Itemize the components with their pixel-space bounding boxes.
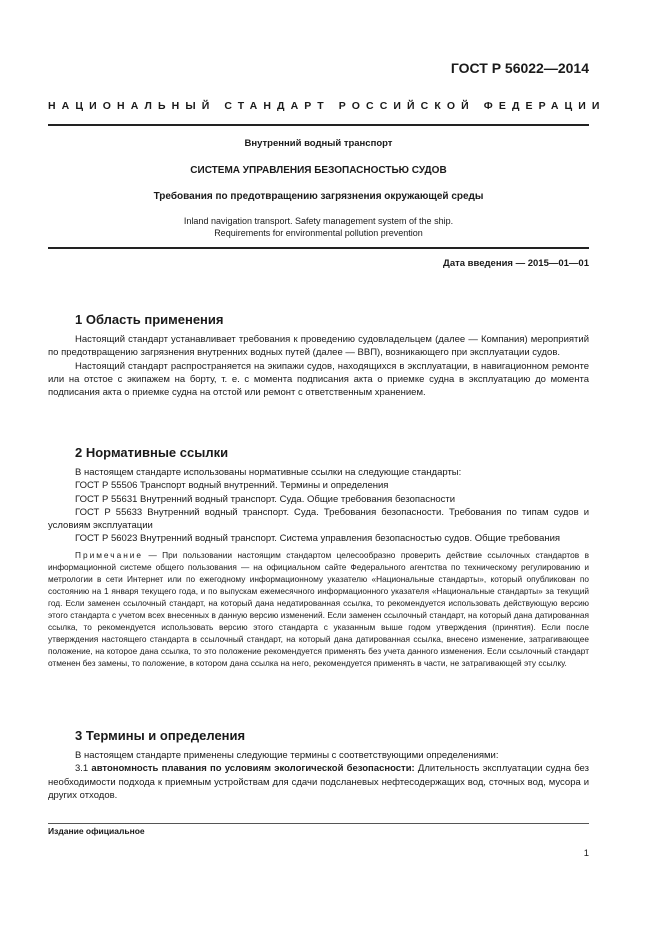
section-heading: 2 Нормативные ссылки [75, 445, 229, 460]
note-text: — При пользовании настоящим стандартом целесообразно проверить действие ссылочных стандартов в информационной системе общего пользования — на официальном сайте Федерального агентства по техническому регулированию и метрологии в сети Интернет или по ежегодному информационному указателю «Национальные стандарты», который опубликован по состоянию на 1 января текущего года, и по выпускам ежемесячного информационного указателя «Национальные стандарты» за текущий год. Если заменен ссылочный стандарт, на который дана недатированная ссылка, то рекомендуется использовать действующую версию этого стандарта с учетом всех внесенных в данную версию изменений. Если заменен ссылочный стандарт, на который дана датированная ссылка, то рекомендуется использовать версию этого стандарта с указанным выше годом утверждения (принятия). Если после утверждения настоящего стандарта в ссылочный стандарт, на который дана датированная ссылка, внесено изменение, затрагивающее положение, на которое дана ссылка, то это положение рекомендуется применять без учета данного изменения. Если ссылочный стандарт отменен без замены, то положение, в котором дана ссылка на него, рекомендуется применять в части, не затрагивающей эту ссылку. [48, 549, 589, 668]
edition-label: Издание официальное [48, 826, 145, 836]
note-label: Примечание [75, 549, 144, 560]
section-normative-references [48, 445, 589, 669]
top-divider [48, 124, 589, 126]
section-terms [48, 728, 589, 802]
footer-divider [48, 823, 589, 824]
reference-item: ГОСТ Р 56023 Внутренний водный транспорт. Система управления безопасностью судов. Общие требования [75, 533, 561, 545]
paragraph: Настоящий стандарт устанавливает требования к проведению судовладельцем (далее — Компания) мероприятий по предотвращению загрязнения внутренних водных путей (далее — ВВП), возникающего при эксплуатации судов. [48, 334, 589, 359]
term-name: автономность плавания по условиям экологической безопасности: [91, 763, 415, 775]
note-block [48, 549, 589, 669]
paragraph: В настоящем стандарте применены следующие термины с соответствующими определениями: [75, 750, 499, 761]
english-title [48, 215, 589, 239]
section-heading: 3 Термины и определения [75, 728, 246, 743]
standard-subtitle: Требования по предотвращению загрязнения окружающей среды [153, 191, 484, 202]
paragraph: Настоящий стандарт распространяется на экипажи судов, находящихся в эксплуатации, в навигационном ремонте или на отстое с экипажем на борту, т. е. с момента подписания акта о приемке судна в эксплуатацию до момента подписания акта о приемке судна на отстой или ремонт с ответственным хранением. [48, 360, 589, 399]
section-heading: 1 Область применения [75, 312, 224, 327]
section-scope [48, 312, 589, 399]
term-text: Длительность эксплуатации судна без необходимости подхода к приемным устройствам для сдачи подсланевых нефтесодержащих вод, сточных вод, мусора и других отходов. [48, 763, 589, 801]
reference-item: ГОСТ Р 55631 Внутренний водный транспорт. Суда. Общие требования безопасности [75, 493, 456, 505]
term-definition [48, 762, 589, 802]
page-number: 1 [583, 848, 589, 859]
national-standard-heading: НАЦИОНАЛЬНЫЙ СТАНДАРТ РОССИЙСКОЙ ФЕДЕРАЦИИ [48, 100, 606, 112]
english-title-line-1: Inland navigation transport. Safety management system of the ship. [183, 216, 454, 226]
paragraph: В настоящем стандарте использованы нормативные ссылки на следующие стандарты: [75, 467, 462, 478]
term-number: 3.1 [75, 763, 92, 775]
document-number: ГОСТ Р 56022—2014 [450, 60, 589, 76]
reference-item: ГОСТ Р 55633 Внутренний водный транспорт. Суда. Требования безопасности. Требования по типам судов и условиям эксплуатации [48, 506, 589, 532]
introduction-date: Дата введения — 2015—01—01 [443, 258, 589, 269]
standard-title: СИСТЕМА УПРАВЛЕНИЯ БЕЗОПАСНОСТЬЮ СУДОВ [190, 165, 447, 176]
english-title-line-2: Requirements for environmental pollution prevention [214, 228, 423, 238]
subject-area: Внутренний водный транспорт [244, 138, 393, 149]
reference-item: ГОСТ Р 55506 Транспорт водный внутренний. Термины и определения [75, 480, 389, 492]
title-divider [48, 247, 589, 249]
